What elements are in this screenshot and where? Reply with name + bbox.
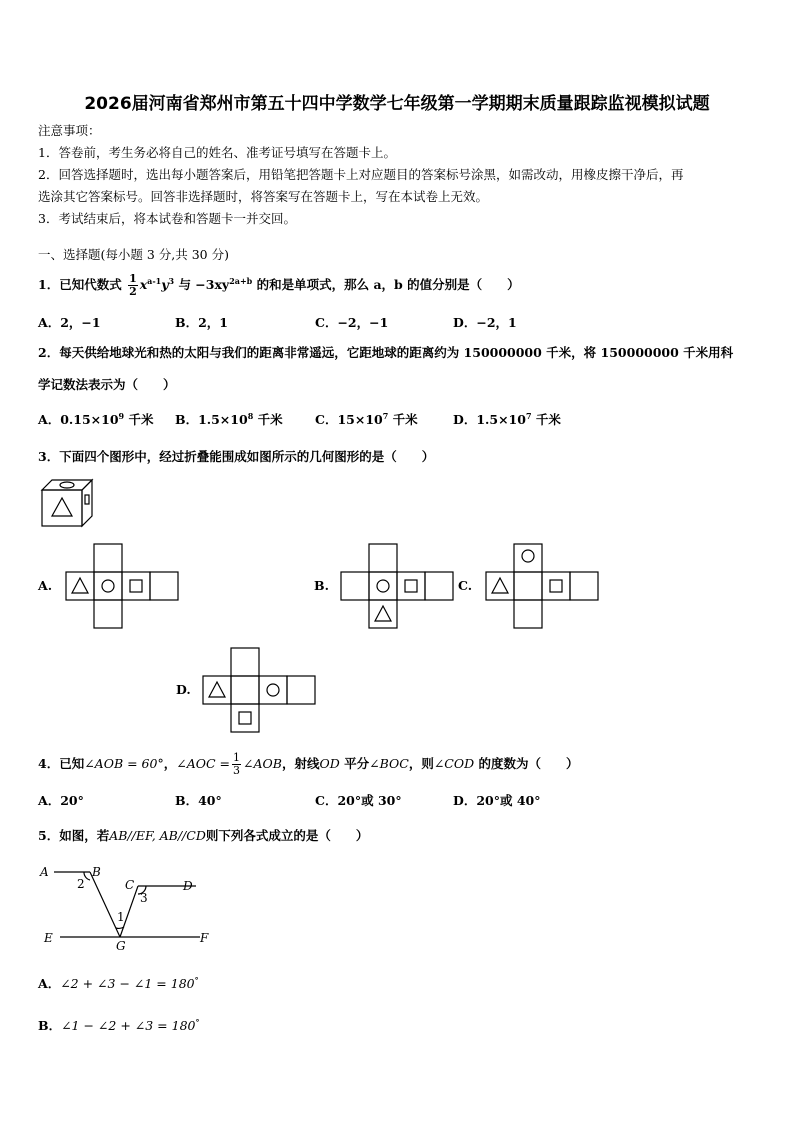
parallel-lines-figure [40, 862, 220, 952]
q1-prefix: 1．已知代数式 [38, 277, 122, 292]
question-2-line2: 学记数法表示为（ ） [38, 377, 176, 392]
question-4: 4．已知∠AOB = 60°，∠AOC = $\frac{1}{3}$ ∠AOB，射线OD 平分∠BOC，则∠COD 的度数为（ ） [38, 751, 579, 777]
q3-option-d-label[interactable]: D. [176, 682, 191, 697]
notice-item-3: 3．考试结束后，将本试卷和答题卡一并交回。 [38, 211, 296, 226]
q3-option-a-label[interactable]: A. [38, 578, 53, 593]
line-bg [90, 872, 120, 937]
notice-item-1: 1．答卷前，考生务必将自己的姓名、准考证号填写在答题卡上。 [38, 145, 396, 160]
triangle-icon [209, 682, 225, 697]
notice-item-2: 2．回答选择题时，选出每小题答案后，用铅笔把答题卡上对应题目的答案标号涂黑，如需改动，用橡皮擦干净后，再 [38, 167, 684, 182]
square-icon [550, 580, 562, 592]
q4-option-c[interactable]: C．20°或 30° [315, 793, 402, 808]
net-cell [94, 600, 122, 628]
q2-option-b[interactable]: B．$1.5\times 10^8$ 千米 [175, 410, 283, 427]
q4-option-b[interactable]: B．40° [175, 793, 222, 808]
q1-option-b[interactable]: B．2，1 [175, 315, 228, 330]
triangle-icon [492, 578, 508, 593]
notice-item-2-cont: 选涂其它答案标号。回答非选择题时，将答案写在答题卡上，写在本试卷上无效。 [38, 189, 489, 204]
square-icon [405, 580, 417, 592]
cube-top-circle [60, 482, 74, 488]
net-cell [486, 572, 514, 600]
q4-fraction: $\frac{1}{3}$ [233, 751, 240, 777]
q4-option-a[interactable]: A．20° [38, 793, 84, 808]
cube-front-face [42, 490, 82, 526]
net-cell [369, 544, 397, 572]
triangle-icon [375, 606, 391, 621]
net-cell [425, 572, 453, 600]
section-heading: 一、选择题(每小题 3 分,共 30 分) [38, 247, 229, 262]
label-b: B [92, 865, 101, 879]
question-3: 3．下面四个图形中，经过折叠能围成如图所示的几何图形的是（ ） [38, 449, 435, 464]
net-cell [341, 572, 369, 600]
q1-option-c[interactable]: C．−2，−1 [315, 315, 389, 330]
net-d [203, 647, 319, 735]
net-cell [287, 676, 315, 704]
cube-figure [40, 478, 96, 528]
q2-option-d[interactable]: D．$1.5\times 10^7$ 千米 [453, 410, 561, 427]
net-cell [369, 600, 397, 628]
question-2-line1: 2．每天供给地球光和热的太阳与我们的距离非常遥远，它距地球的距离约为 150000000 千米，将 150000000 千米用科 [38, 345, 734, 360]
net-cell [66, 572, 94, 600]
net-cell [514, 544, 542, 572]
q5-option-a[interactable]: A．∠2 + ∠3 − ∠1 = 180° [38, 974, 199, 991]
label-2: 2 [77, 877, 85, 891]
net-cell [514, 572, 542, 600]
net-cell [397, 572, 425, 600]
net-cell [514, 600, 542, 628]
question-1: 1．已知代数式 $\frac{1}{2}$ $x^{a-1}y^3$ 与 $-3xy^{2a+b}$ 的和是单项式，那么 a，b 的值分别是（ ） [38, 272, 520, 298]
angle-1-arc [116, 927, 124, 928]
net-cell [369, 572, 397, 600]
circle-icon [102, 580, 114, 592]
net-cell [94, 544, 122, 572]
q4-option-d[interactable]: D．20°或 40° [453, 793, 541, 808]
page-title: 2026届河南省郑州市第五十四中学数学七年级第一学期期末质量跟踪监视模拟试题 [84, 94, 710, 114]
net-a [66, 543, 182, 631]
net-c [486, 543, 602, 631]
q5-option-b[interactable]: B．∠1 − ∠2 + ∠3 = 180° [38, 1016, 200, 1033]
angle-2-arc [84, 872, 90, 880]
label-1: 1 [117, 910, 125, 924]
triangle-icon [72, 578, 88, 593]
net-cell [150, 572, 178, 600]
net-cell [542, 572, 570, 600]
q2-option-c[interactable]: C．$15\times 10^7$ 千米 [315, 410, 418, 427]
circle-icon [522, 550, 534, 562]
notice-heading: 注意事项： [38, 123, 101, 138]
net-cell [231, 648, 259, 676]
net-b [341, 543, 457, 631]
cube-side-face [82, 480, 92, 526]
circle-icon [267, 684, 279, 696]
net-cell [231, 704, 259, 732]
cube-side-square [85, 495, 89, 504]
net-cell [231, 676, 259, 704]
label-d: D [183, 879, 193, 893]
q1-option-a[interactable]: A．2，−1 [38, 315, 101, 330]
q1-fraction: $\frac{1}{2}$ [129, 272, 137, 298]
square-icon [239, 712, 251, 724]
q3-option-c-label[interactable]: C. [458, 578, 473, 593]
q3-option-b-label[interactable]: B. [314, 578, 329, 593]
net-cell [570, 572, 598, 600]
question-5: 5．如图，若AB//EF, AB//CD则下列各式成立的是（ ） [38, 828, 369, 843]
label-a: A [40, 865, 49, 879]
net-cell [122, 572, 150, 600]
label-g: G [116, 939, 126, 953]
circle-icon [377, 580, 389, 592]
label-e: E [44, 931, 53, 945]
cube-triangle [52, 498, 72, 516]
square-icon [130, 580, 142, 592]
q2-option-a[interactable]: A．$0.15\times 10^9$ 千米 [38, 410, 154, 427]
q1-option-d[interactable]: D．−2，1 [453, 315, 517, 330]
label-f: F [200, 931, 209, 945]
label-3: 3 [140, 891, 148, 905]
net-cell [259, 676, 287, 704]
net-cell [203, 676, 231, 704]
net-cell [94, 572, 122, 600]
label-c: C [125, 878, 135, 892]
